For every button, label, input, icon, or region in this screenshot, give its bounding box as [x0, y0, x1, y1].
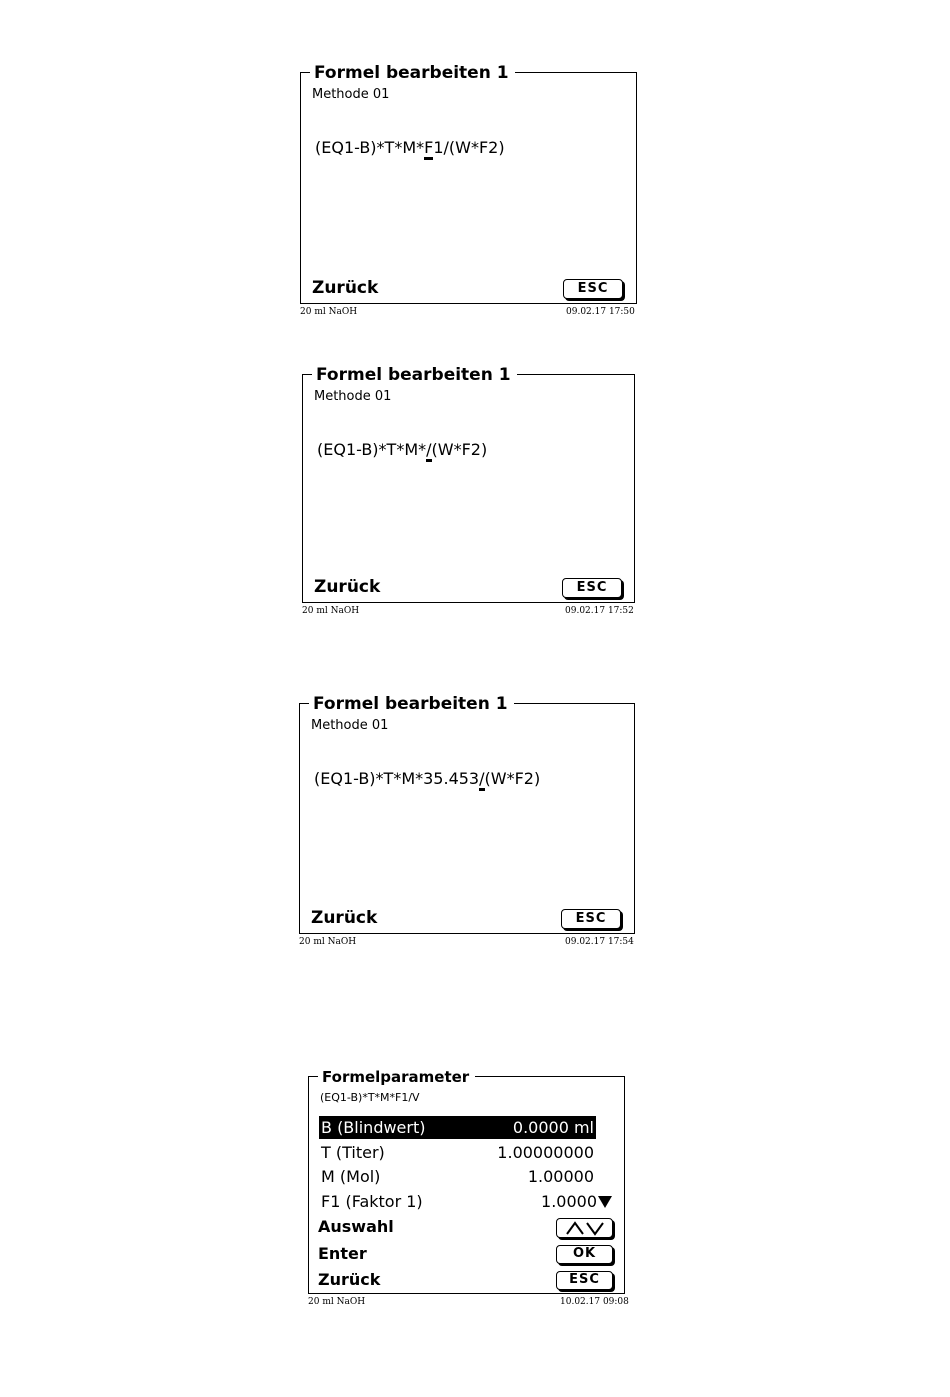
formula-cursor: F [424, 138, 433, 160]
esc-button[interactable]: ESC [562, 578, 622, 598]
formula-summary: (EQ1-B)*T*M*F1/V [320, 1091, 420, 1104]
param-row-mol[interactable] [319, 1165, 596, 1188]
param-value: 0.0000 ml [512, 1118, 594, 1137]
footer-reagent: 20 ml NaOH [302, 606, 360, 616]
back-label: Zurück [311, 908, 378, 928]
formula-cursor: / [426, 440, 431, 462]
screen-title: Formel bearbeiten 1 [309, 694, 514, 714]
method-label: Methode 01 [312, 87, 390, 102]
triangle-down-icon [598, 1196, 612, 1208]
footer-datetime: 09.02.17 17:50 [566, 307, 635, 317]
screen-frame [300, 63, 637, 304]
ok-button[interactable]: OK [556, 1245, 613, 1264]
formula-cursor: / [479, 769, 484, 791]
screen-title: Formel bearbeiten 1 [310, 63, 515, 83]
screen-title: Formel bearbeiten 1 [312, 365, 517, 385]
footer-reagent: 20 ml NaOH [308, 1297, 366, 1307]
param-row-blank-value[interactable] [319, 1116, 596, 1139]
param-value: 1.00000000 [497, 1143, 594, 1162]
param-label: M (Mol) [321, 1167, 381, 1186]
esc-button[interactable]: ESC [556, 1271, 613, 1290]
enter-label: Enter [318, 1244, 367, 1263]
screen-title: Formelparameter [318, 1067, 475, 1087]
screen-frame [299, 694, 635, 934]
method-label: Methode 01 [314, 389, 392, 404]
formula-text-after: (W*F2) [484, 769, 541, 788]
up-down-arrows-icon [565, 1220, 605, 1236]
footer-datetime: 09.02.17 17:54 [565, 937, 634, 947]
method-label: Methode 01 [311, 718, 389, 733]
esc-button[interactable]: ESC [561, 909, 621, 929]
formula-input[interactable] [314, 769, 540, 789]
formula-text-before: (EQ1-B)*T*M*35.453 [314, 769, 480, 788]
param-label: T (Titer) [321, 1143, 385, 1162]
back-label: Zurück [312, 278, 379, 298]
footer-reagent: 20 ml NaOH [299, 937, 357, 947]
param-label: F1 (Faktor 1) [321, 1192, 423, 1211]
param-label: B (Blindwert) [321, 1118, 426, 1137]
footer-datetime: 09.02.17 17:52 [565, 606, 634, 616]
param-row-factor-1[interactable] [319, 1190, 596, 1213]
up-down-arrows-button[interactable] [556, 1218, 613, 1238]
param-row-titer[interactable] [319, 1141, 596, 1164]
param-value: 1.0000 [541, 1192, 597, 1211]
back-label: Zurück [318, 1270, 381, 1289]
esc-button[interactable]: ESC [563, 279, 623, 299]
screen-frame [308, 1068, 625, 1294]
footer-datetime: 10.02.17 09:08 [560, 1297, 629, 1307]
formula-input[interactable] [315, 138, 505, 158]
formula-text-after: (W*F2) [431, 440, 488, 459]
formula-input[interactable] [317, 440, 487, 460]
formula-text-before: (EQ1-B)*T*M* [317, 440, 427, 459]
footer-reagent: 20 ml NaOH [300, 307, 358, 317]
param-value: 1.00000 [527, 1167, 594, 1186]
formula-text-before: (EQ1-B)*T*M* [315, 138, 425, 157]
formula-text-after: 1/(W*F2) [433, 138, 505, 157]
screen-frame [302, 365, 635, 603]
back-label: Zurück [314, 577, 381, 597]
select-label: Auswahl [318, 1217, 394, 1236]
